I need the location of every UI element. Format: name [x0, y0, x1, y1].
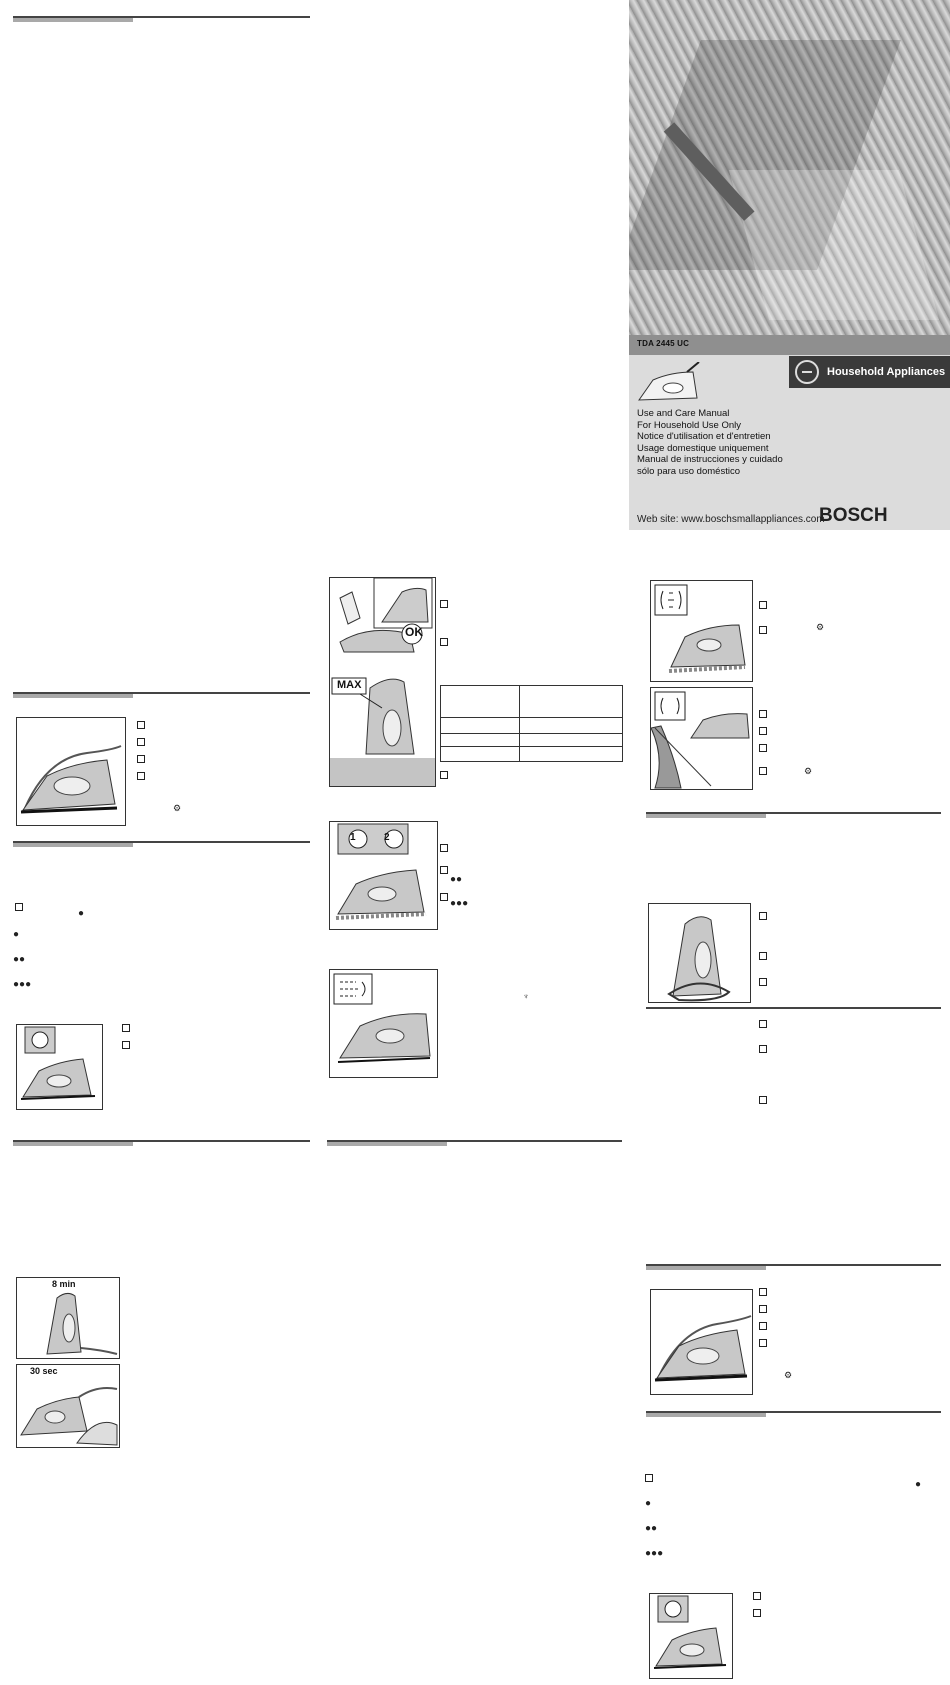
section-rule: [13, 841, 310, 843]
steam-level-three: ●●●: [13, 979, 32, 990]
dial-iron-illustration: [649, 1593, 733, 1679]
cover-iron-icon: [637, 362, 701, 406]
bosch-wordmark: BOSCH: [819, 505, 888, 526]
cover-title-line: Usage domestique uniquement: [637, 442, 769, 454]
website-text: Web site: www.boschsmallappliances.com: [637, 514, 825, 525]
steam-level-two: ●●: [645, 1523, 658, 1534]
checkbox-bullet: [759, 1322, 767, 1330]
checkbox-bullet: [645, 1474, 653, 1482]
household-appliances-label: Household Appliances: [827, 366, 946, 378]
cover-panel: [629, 0, 950, 530]
checkbox-bullet: [759, 601, 767, 609]
section-rule: [646, 1411, 941, 1413]
auto-off-30sec-illustration: [16, 1364, 120, 1448]
checkbox-bullet: [137, 738, 145, 746]
section-rule: [327, 1140, 622, 1142]
cover-title-line: Notice d'utilisation et d'entretien: [637, 431, 771, 442]
cover-title-line: For Household Use Only: [637, 419, 742, 431]
checkbox-bullet: [759, 1045, 767, 1053]
cover-title-line: Use and Care Manual: [637, 408, 730, 419]
vertical-steam-illustration: [650, 580, 753, 682]
ok-label: OK: [405, 625, 423, 639]
checkbox-bullet: [759, 952, 767, 960]
cover-title-line: sólo para uso doméstico: [637, 465, 740, 477]
storage-illustration: [648, 903, 751, 1003]
checkbox-bullet: [137, 721, 145, 729]
iron-illustration: [16, 717, 126, 826]
section-rule: [13, 1140, 310, 1142]
steam-level-one: ●: [78, 908, 85, 919]
cover-title-lines: [637, 408, 783, 477]
steam-level-one: ●: [13, 929, 20, 940]
checkbox-bullet: [759, 710, 767, 718]
checkbox-bullet: [759, 912, 767, 920]
checkbox-bullet: [122, 1024, 130, 1032]
checkbox-bullet: [753, 1609, 761, 1617]
checkbox-bullet: [759, 1096, 767, 1104]
steam-icon: ⚙: [816, 622, 825, 632]
checkbox-bullet: [759, 1305, 767, 1313]
section-rule: [646, 812, 941, 814]
spray-illustration: [329, 969, 438, 1078]
checkbox-bullet: [122, 1041, 130, 1049]
steam-icon: ♆: [523, 992, 529, 1001]
steam-icon: ⚙: [784, 1370, 793, 1380]
dial-iron-illustration: [16, 1024, 103, 1110]
steam-level-two: ●●: [450, 874, 463, 885]
cover-title-line: Manual de instrucciones y cuidado: [637, 454, 783, 465]
bosch-logo-icon: [795, 360, 819, 384]
section-rule: [646, 1264, 941, 1266]
checkbox-bullet: [759, 1339, 767, 1347]
steam-icon: ⚙: [173, 803, 182, 813]
checkbox-bullet: [440, 866, 448, 874]
checkbox-bullet: [759, 767, 767, 775]
checkbox-bullet: [440, 893, 448, 901]
iron-illustration: [650, 1289, 753, 1395]
checkbox-bullet: [137, 772, 145, 780]
section-rule: [13, 16, 310, 18]
dial-2-label: 2: [384, 832, 390, 843]
max-label: MAX: [337, 679, 362, 691]
checkbox-bullet: [753, 1592, 761, 1600]
steam-icon: ⚙: [804, 766, 813, 776]
checkbox-bullet: [759, 978, 767, 986]
section-rule: [13, 692, 310, 694]
auto-off-8min-illustration: [16, 1277, 120, 1359]
checkbox-bullet: [759, 1020, 767, 1028]
model-number: TDA 2445 UC: [637, 339, 690, 348]
checkbox-bullet: [440, 844, 448, 852]
checkbox-bullet: [440, 600, 448, 608]
timer-30sec-label: 30 sec: [30, 1366, 58, 1376]
timer-8min-label: 8 min: [52, 1279, 76, 1289]
checkbox-bullet: [759, 626, 767, 634]
steam-level-three: ●●●: [450, 898, 469, 909]
dial-1-label: 1: [350, 832, 356, 843]
checkbox-bullet: [759, 744, 767, 752]
steam-level-three: ●●●: [645, 1548, 664, 1559]
checkbox-bullet: [137, 755, 145, 763]
checkbox-bullet: [759, 727, 767, 735]
checkbox-bullet: [759, 1288, 767, 1296]
section-rule: [646, 1007, 941, 1009]
steam-level-one: ●: [645, 1498, 652, 1509]
vertical-steam-hanging-illustration: [650, 687, 753, 790]
water-table: [440, 685, 623, 762]
steam-level-one: ●: [915, 1479, 922, 1490]
shirt-photo: [629, 0, 950, 350]
steam-level-two: ●●: [13, 954, 26, 965]
checkbox-bullet: [440, 638, 448, 646]
checkbox-bullet: [440, 771, 448, 779]
checkbox-bullet: [15, 903, 23, 911]
